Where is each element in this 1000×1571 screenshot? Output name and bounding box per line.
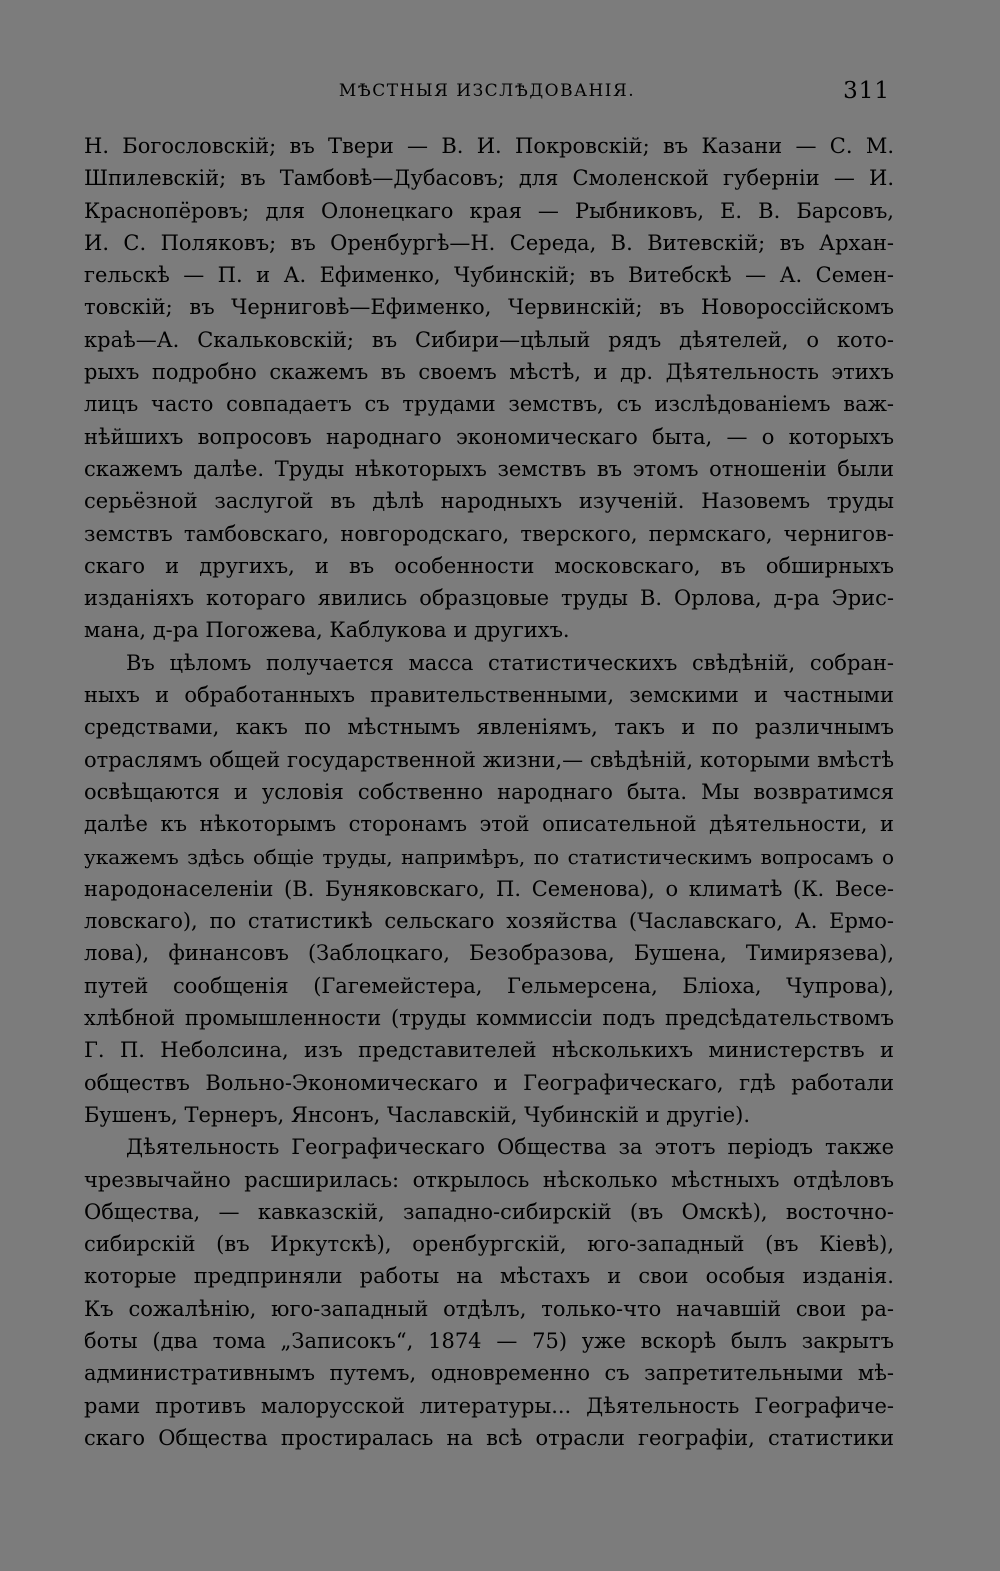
text-line: краѣ—А. Скальковскій; въ Сибири—цѣлый рядъ дѣятелей, о кото- <box>84 327 894 352</box>
text-line: серьёзной заслугой въ дѣлѣ народныхъ изученій. Назовемъ труды <box>84 489 894 514</box>
text-line: Краснопёровъ; для Олонецкаго края — Рыбниковъ, Е. В. Барсовъ, <box>84 198 894 223</box>
text-line: Въ цѣломъ получается масса статистическихъ свѣдѣній, собран- <box>126 650 894 675</box>
text-line: ловскаго), по статистикѣ сельскаго хозяйства (Чаславскаго, А. Ермо- <box>84 909 894 934</box>
text-line: Бушенъ, Тернеръ, Янсонъ, Чаславскій, Чубинскій и другіе). <box>84 1102 751 1127</box>
text-line: сибирскій (въ Иркутскѣ), оренбургскій, юго-западный (въ Кіевѣ), <box>84 1232 894 1257</box>
text-line: товскій; въ Черниговѣ—Ефименко, Червинскій; въ Новороссійскомъ <box>84 295 894 320</box>
running-title: МѢСТНЫЯ ИЗСЛѢДОВАНІЯ. <box>338 81 636 101</box>
text-line: Г. П. Неболсина, изъ представителей нѣсколькихъ министерствъ и <box>84 1038 894 1063</box>
text-line: хлѣбной промышленности (труды коммиссіи подъ предсѣдательствомъ <box>84 1006 894 1031</box>
text-line: Къ сожалѣнію, юго-западный отдѣлъ, только-что начавшій свои ра- <box>84 1296 894 1321</box>
text-line: лицъ часто совпадаетъ съ трудами земствъ, съ изслѣдованіемъ важ- <box>84 392 894 417</box>
text-line: лова), финансовъ (Заблоцкаго, Безобразова, Бушена, Тимирязева), <box>84 941 894 966</box>
text-line: укажемъ здѣсь общіе труды, напримѣръ, по статистическимъ вопросамъ о <box>84 844 894 869</box>
text-line: нѣйшихъ вопросовъ народнаго экономическаго быта, — о которыхъ <box>84 424 894 449</box>
text-line: скажемъ далѣе. Труды нѣкоторыхъ земствъ въ этомъ отношеніи были <box>84 456 894 481</box>
text-line: мана, д-ра Погожева, Каблукова и другихъ. <box>84 618 570 643</box>
text-line: народонаселеніи (В. Буняковскаго, П. Семенова), о климатѣ (К. Весе- <box>84 876 894 901</box>
text-line: средствами, какъ по мѣстнымъ явленіямъ, такъ и по различнымъ <box>84 715 894 740</box>
text-line: ныхъ и обработанныхъ правительственными, земскими и частными <box>84 683 894 708</box>
text-line: отраслямъ общей государственной жизни,— свѣдѣній, которыми вмѣстѣ <box>84 747 894 772</box>
text-line: Н. Богословскій; въ Твери — В. И. Покровскій; въ Казани — С. М. <box>84 134 894 158</box>
text-line: чрезвычайно расширилась: открылось нѣсколько мѣстныхъ отдѣловъ <box>84 1167 894 1192</box>
text-line: обществъ Вольно-Экономическаго и Географическаго, гдѣ работали <box>84 1070 894 1095</box>
text-line: гельскѣ — П. и А. Ефименко, Чубинскій; въ Витебскѣ — А. Семен- <box>84 263 894 288</box>
text-line: Дѣятельность Географическаго Общества за этотъ періодъ также <box>126 1135 894 1160</box>
page-number: 311 <box>843 78 890 104</box>
text-line: боты (два тома „Записокъ“, 1874 — 75) уже вскорѣ былъ закрытъ <box>84 1328 894 1353</box>
text-line: Шпилевскій; въ Тамбовѣ—Дубасовъ; для Смоленской губерніи — И. <box>84 166 894 191</box>
text-line: административнымъ путемъ, одновременно съ запретительными мѣ- <box>84 1361 894 1386</box>
text-line: рами противъ малорусской литературы... Дѣятельность Географиче- <box>84 1393 894 1418</box>
text-line: изданіяхъ котораго явились образцовые труды В. Орлова, д-ра Эрис- <box>84 586 894 611</box>
text-line: освѣщаются и условія собственно народнаго быта. Мы возвратимся <box>84 779 894 804</box>
page-header <box>84 78 890 108</box>
text-line: которые предприняли работы на мѣстахъ и свои особыя изданія. <box>84 1264 894 1289</box>
text-line: скаго Общества простиралась на всѣ отрасли географіи, статистики <box>84 1425 894 1450</box>
text-line: рыхъ подробно скажемъ въ своемъ мѣстѣ, и др. Дѣятельность этихъ <box>84 360 894 385</box>
text-line: Общества, — кавказскій, западно-сибирскій (въ Омскѣ), восточно- <box>84 1199 894 1224</box>
body-text <box>84 130 894 1454</box>
text-line: И. С. Поляковъ; въ Оренбургѣ—Н. Середа, В. Витевскій; въ Архан- <box>84 230 894 255</box>
text-line: скаго и другихъ, и въ особенности московскаго, въ обширныхъ <box>84 553 894 578</box>
text-line: путей сообщенія (Гагемейстера, Гельмерсена, Бліоха, Чупрова), <box>84 973 894 998</box>
text-line: земствъ тамбовскаго, новгородскаго, тверского, пермскаго, чернигов- <box>84 521 894 546</box>
text-line: далѣе къ нѣкоторымъ сторонамъ этой описательной дѣятельности, и <box>84 812 894 837</box>
